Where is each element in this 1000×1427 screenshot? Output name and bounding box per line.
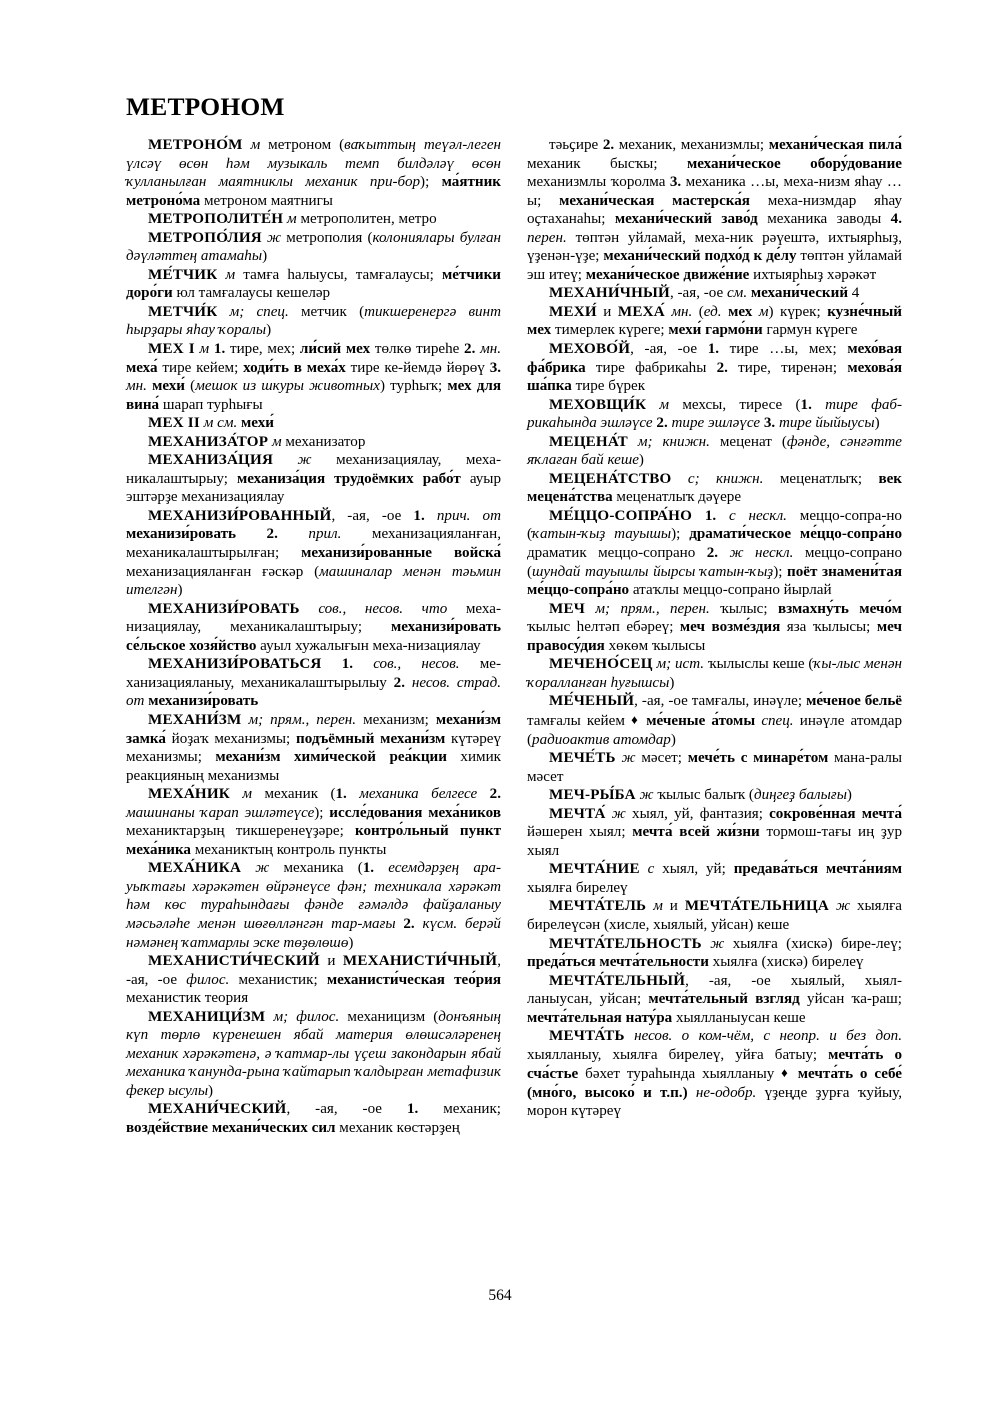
dictionary-entry: МЕЧТА́ТЕЛЬНОСТЬ ж хыялға (хискә) бире-леү; преда́ться мечта́тельности хыялға (хискә) бирелеү bbox=[527, 935, 902, 971]
dictionary-entry: МЕТРОНО́М м метроном (ваҡыттың теүәл-леген үлсәү өсөн һәм музыкаль темп билдәләү өсөн ҡулланылған маятниклы механик при-бор); ма́ятник метроно́ма метроном маятнигы bbox=[126, 137, 502, 209]
dictionary-entry: МЕХАНИ́ЧЕСКИЙ, -ая, -ое 1. механик; возде́йствие механи́ческих сил механик көстәрҙең bbox=[126, 1101, 501, 1136]
dictionary-entry: МЕ́ЦЦО-СОПРА́НО 1. с нескл. меццо-сопра-но (ҡатын-ҡыҙ тауышы); драмати́ческое ме́ццо-сопра́но драматик меццо-сопрано 2. ж нескл. меццо-сопрано (шундай тауышлы йырсы ҡатын-ҡыҙ); поёт знамени́тая ме́ццо-сопра́но атаҡлы меццо-сопрано йырлай bbox=[527, 507, 902, 599]
dictionary-entry: МЕЧТА́ТЬ несов. о ком-чём, с неопр. и без доп. хыялланыу, хыялға бирелеү, уйға батыу; мечта́ть о сча́стье бәхет тураһында хыялланыу ♦ мечта́ть о себе́ (мно́го, высоко́ и т.п.) не-одобр. үҙеңде ҙурға ҡуйыу, морон күтәреү bbox=[527, 1028, 902, 1120]
dictionary-entry: МЕХАНИЗИ́РОВАТЬСЯ 1. сов., несов. ме-ханизацияланыу, механикалаштырылыу 2. несов. страд. от механизи́ровать bbox=[126, 656, 501, 710]
dictionary-entry: МЕХИ́ и МЕХА́ мн. (ед. мех м) күрек; кузне́чный мех тимерлек күреге; мехи́ гармо́ни гармун күреге bbox=[527, 303, 902, 339]
dictionary-entry: МЕХОВО́Й, -ая, -ое 1. тире …ы, мех; мехо́вая фа́брика тире фабрикаһы 2. тире, тиренән; мехова́я ша́пка тире бүрек bbox=[527, 341, 903, 395]
dictionary-entry: тәьҫире 2. механик, механизмлы; механи́ческая пила́ механик бысҡы; механи́ческое обору́дование механизмлы ҡоролма 3. механика …ы, меха-низм яһау …ы; механи́ческая мастерска́я меха-низмдар яһау оҫтаханаһы; механи́ческий заво́д механика заводы 4. перен. төптән уйламай, меха-ник рәүештә, ихтыярһыҙ, үҙенән-үҙе; механи́ческий подхо́д к де́лу төптән уйламай эш итеү; механи́ческое движе́ние ихтыярһыҙ хәрәкәт bbox=[527, 137, 903, 283]
dictionary-entry: МЕЧЕ́ТЬ ж мәсет; мече́ть с минаре́том мана-ралы мәсет bbox=[527, 750, 903, 785]
dictionary-entry: МЕТРОПОЛИТЕ́Н м метрополитен, метро bbox=[148, 211, 437, 228]
dictionary-entry: МЕ́ЧЕНЫЙ, -ая, -ое тамғалы, инәүле; ме́ченое бельё тамғалы кейем ♦ ме́ченые а́томы спец. инәүле атомдар (радиоактив атомдар) bbox=[527, 693, 903, 748]
dictionary-entry: МЕТЧИ́К м; спец. метчик (тикшеренергә винт һырҙары яһау ҡоралы) bbox=[126, 303, 501, 339]
dictionary-entry: МЕХОВЩИ́К м мехсы, тиресе (1. тире фаб-рикаһында эшләүсе 2. тире эшләүсе 3. тире йыйыусы) bbox=[527, 396, 902, 432]
dictionary-entry: МЕХАНИЗА́ТОР м механизатор bbox=[148, 433, 366, 450]
dictionary-entry: МЕЦЕНА́ТСТВО с; книжн. меценатлыҡ; век мецена́тства меценатлыҡ дәүере bbox=[527, 470, 902, 506]
dictionary-entry: МЕЦЕНА́Т м; книжн. меценат (фәнде, сәнғәтте яҡлаған бай кеше) bbox=[527, 433, 902, 469]
dictionary-entry: МЕЧ-РЫ́БА ж ҡылыс балыҡ (диңгеҙ балығы) bbox=[549, 787, 852, 804]
dictionary-entry: МЕХАНИ́ЧНЫЙ, -ая, -ое см. механи́ческий 4 bbox=[549, 285, 860, 302]
dictionary-entry: МЕЧТА́ ж хыял, уй, фантазия; сокрове́нная мечта́ йәшерен хыял; мечта́ всей жи́зни тормош-тағы иң ҙур хыял bbox=[527, 805, 902, 859]
dictionary-entry: МЕХАНИЦИ́ЗМ м; филос. механицизм (донъяның күп төрлө күренешен ябай материя өлөшсәләренең механик хәрәкәтенә, ә ҡатмар-лы үҫеш закондарын ябай механика ҡанунда-рына ҡайтарып ҡалдырған метафизик фекер ысулы) bbox=[126, 1008, 501, 1099]
dictionary-entry: МЕХАНИ́ЗМ м; прям., перен. механизм; механи́зм замка́ йоҙаҡ механизмы; подъёмный механи́зм күтәреү механизмы; механи́зм хими́ческой реа́кции химик реакцияның механизмы bbox=[126, 711, 502, 784]
left-column bbox=[126, 136, 501, 1138]
text-columns bbox=[126, 136, 902, 1138]
dictionary-entry: МЕЧЕНО́СЕЦ м; ист. ҡылыслы кеше (ҡы-лыс менән ҡоралланған һуғышсы) bbox=[527, 656, 903, 691]
dictionary-entry: МЕЧТА́ТЕЛЬ м и МЕЧТА́ТЕЛЬНИЦА ж хыялға бирелеүсән (хисле, хыялый, уйсан) кеше bbox=[527, 898, 903, 933]
dictionary-entry: МЕХАНИСТИ́ЧЕСКИЙ и МЕХАНИСТИ́ЧНЫЙ, -ая, -ое филос. механистик; механисти́ческая тео́рия механистик теория bbox=[126, 953, 501, 1007]
dictionary-entry: МЕТРОПО́ЛИЯ ж метрополия (колониялары булған дәүләттең атамаһы) bbox=[126, 229, 501, 265]
dictionary-entry: МЕХ I м 1. тире, мех; ли́сий мех төлкө тиреһе 2. мн. меха́ тире кейем; ходи́ть в меха́х тире ке-йемдә йөрөү 3. мн. мехи́ (мешок из шкуры животных) турһыҡ; мех для вина́ шарап турһығы bbox=[126, 341, 502, 413]
dictionary-entry: МЕХАНИЗА́ЦИЯ ж механизациялау, меха-никалаштырыу; механиза́ция трудоёмких рабо́т ауыр эштәрҙе механизациялау bbox=[126, 452, 501, 506]
page-number: 564 bbox=[488, 1287, 512, 1304]
dictionary-entry: МЕЧТА́ТЕЛЬНЫЙ, -ая, -ое хыялый, хыял-ланыусан, уйсан; мечта́тельный взгляд уйсан ҡа-раш; мечта́тельная нату́ра хыялланыусан кеше bbox=[527, 972, 902, 1026]
dictionary-entry: МЕХ II м см. мехи́ bbox=[148, 415, 274, 432]
dictionary-entry: МЕХАНИЗИ́РОВАННЫЙ, -ая, -ое 1. прич. от механизи́ровать 2. прил. механизацияланған, механикалаштырылған; механизи́рованные войска́ механизацияланған ғәскәр (машиналар менән тәьмин ителгән) bbox=[126, 507, 502, 599]
dictionary-entry: МЕХА́НИКА ж механика (1. есемдәрҙең ара-уыҡтағы хәрәкәтен өйрәнеүсе фән; техникала хәрәкәт һәм көс тураһындағы фәнде ғәмәлдә файҙаланыу мәсьәләһе менән шөғөлләнгән тар-мағы 2. күсм. берәй нәмәнең ҡатмарлы эске төҙөлөшө) bbox=[126, 860, 501, 951]
running-head: МЕТРОНОМ bbox=[126, 92, 285, 121]
dictionary-entry: МЕХА́НИК м механик (1. механика белгесе 2. машинаны ҡарап эшләтеүсе); иссле́дования меха́ников механиктарҙың тикшеренеүҙәре; контро́льный пункт меха́ника механиктың контроль пункты bbox=[126, 786, 501, 858]
dictionary-entry: МЕ́ТЧИК м тамға һалыусы, тамғалаусы; ме́тчики доро́ги юл тамғалаусы кешеләр bbox=[126, 266, 501, 302]
dictionary-entry: МЕЧТА́НИЕ с хыял, уй; предава́ться мечта́ниям хыялға бирелеү bbox=[527, 861, 903, 896]
right-column bbox=[527, 136, 902, 1138]
dictionary-entry: МЕХАНИЗИ́РОВАТЬ сов., несов. что меха-низациялау, механикалаштырыу; механизи́ровать се́льское хозя́йство ауыл хужалығын меха-низациялау bbox=[126, 600, 501, 654]
dictionary-entry: МЕЧ м; прям., перен. ҡылыс; взмахну́ть мечо́м ҡылыс һелтәп ебәреү; меч возме́здия яза ҡылысы; меч правосу́дия хөкөм ҡылысы bbox=[527, 600, 902, 654]
